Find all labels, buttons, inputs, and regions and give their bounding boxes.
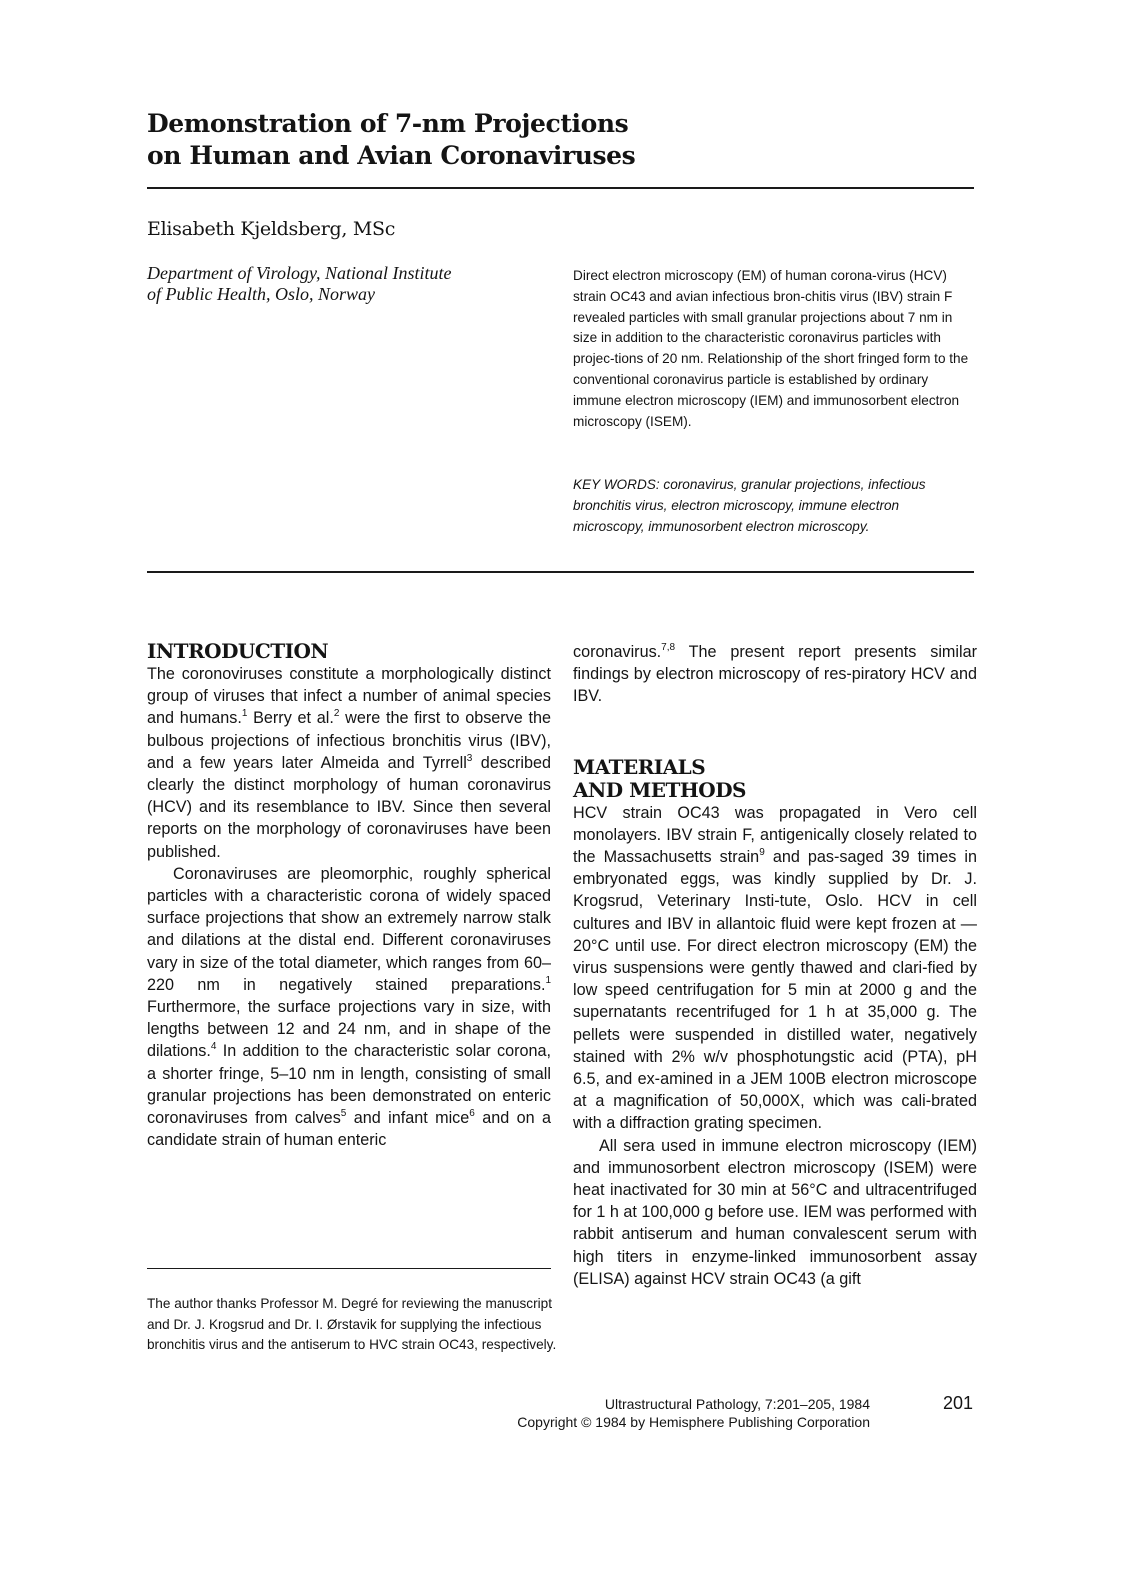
affiliation bbox=[147, 263, 527, 305]
keywords-list: coronavirus, granular projections, infectious bronchitis virus, electron microscopy, immune electron microscopy, immunosorbent electron microscopy. bbox=[573, 477, 926, 534]
footnote-rule bbox=[147, 1268, 551, 1269]
methods-heading: MATERIALS AND METHODS bbox=[573, 754, 746, 802]
page-number: 201 bbox=[943, 1393, 974, 1413]
methods-paragraph-2: All sera used in immune electron microscopy (IEM) and immunosorbent electron microscopy (ISEM) were heat inactivated for 30 min at 56°C and ultracentrifuged for 1 h at 100,000 g before use. IEM was performed with rabbit antiserum and human convalescent serum with high titers in enzyme-linked immunosorbent assay (ELISA) against HCV strain OC43 (a gift bbox=[573, 1136, 978, 1288]
abstract-rule bbox=[147, 571, 974, 573]
affiliation-line-1: Department of Virology, National Institute bbox=[147, 263, 452, 283]
abstract: Direct electron microscopy (EM) of human corona-virus (HCV) strain OC43 and avian infectious bron-chitis virus (IBV) strain F revealed particles with small granular projections about 7 nm in size in addition to the characteristic coronavirus particles with projec-tions of 20 nm. Relationship of the short fringed form to the conventional coronavirus particle is established by ordinary immune electron microscopy (IEM) and immunosorbent electron microscopy (ISEM). bbox=[573, 268, 969, 429]
right-column bbox=[573, 641, 977, 1290]
author-name: Elisabeth Kjeldsberg, MSc bbox=[147, 218, 396, 240]
keywords-label: KEY WORDS: bbox=[573, 477, 660, 492]
title-rule bbox=[147, 187, 974, 189]
intro-paragraph-2: Coronaviruses are pleomorphic, roughly spherical particles with a characteristic corona of widely spaced surface projections that show an extremely narrow stalk and dilations at the distal end. Different coronaviruses vary in size of the total diameter, which ranges from 60–220 nm in negatively stained preparations.$^1$ Furthermore, the surface projections vary in size, with lengths between 12 and 24 nm, and in shape of the dilations.$^4$ In addition to the characteristic solar corona, a shorter fringe, 5–10 nm in length, consisting of small granular projections has been demonstrated on enteric coronaviruses from calves$^5$ and infant mice$^6$ and on a candidate strain of human enteric bbox=[147, 864, 551, 1150]
journal-citation bbox=[440, 1395, 870, 1431]
affiliation-line-2: of Public Health, Oslo, Norway bbox=[147, 284, 375, 304]
left-column bbox=[147, 640, 551, 1151]
title-line-2: on Human and Avian Coronaviruses bbox=[147, 141, 636, 170]
intro-paragraph-3: coronavirus.$^{7,8}$ The present report presents similar findings by electron microscopy of res-piratory HCV and IBV. bbox=[573, 642, 977, 706]
journal-name: Ultrastructural Pathology, 7:201–205, 1984 bbox=[604, 1396, 870, 1412]
methods-paragraph-1: HCV strain OC43 was propagated in Vero cell monolayers. IBV strain F, antigenically closely related to the Massachusetts strain$^9$ and pas-saged 39 times in embryonated eggs, was kindly supplied by Dr. J. Krogsrud, Veterinary Insti-tute, Oslo. HCV in cell cultures and IBV in allantoic fluid were kept frozen at —20°C until use. For direct electron microscopy (EM) the virus suspensions were gently thawed and clari-fied by low speed centrifugation for 5 min at 2000 g and the supernatants recentrifuged for 1 h at 35,000 g. The pellets were suspended in distilled water, negatively stained with 2% w/v phosphotungstic acid (PTA), pH 6.5, and ex-amined in a JEM 100B electron microscope at a magnification of 50,000X, which was cali-brated with a diffraction grating specimen. bbox=[573, 803, 978, 1133]
copyright: Copyright © 1984 by Hemisphere Publishing Corporation bbox=[517, 1414, 870, 1430]
introduction-heading: INTRODUCTION bbox=[147, 639, 329, 663]
article-title bbox=[147, 108, 847, 172]
keywords bbox=[573, 475, 973, 537]
acknowledgment-footnote: The author thanks Professor M. Degré for reviewing the manuscript and Dr. J. Krogsrud and Dr. I. Ørstavik for supplying the infectious bronchitis virus and the antiserum to HVC strain OC43, respectively. bbox=[147, 1296, 557, 1352]
intro-paragraph-1: The coronoviruses constitute a morphologically distinct group of viruses that infect a number of animal species and humans.$^1$ Berry et al.$^2$ were the first to observe the bulbous projections of infectious bronchitis virus (IBV), and a few years later Almeida and Tyrrell$^3$ described clearly the distinct morphology of human coronavirus (HCV) and its resemblance to IBV. Since then several reports on the morphology of coronaviruses have been published. bbox=[147, 665, 552, 861]
title-line-1: Demonstration of 7-nm Projections bbox=[147, 109, 629, 138]
